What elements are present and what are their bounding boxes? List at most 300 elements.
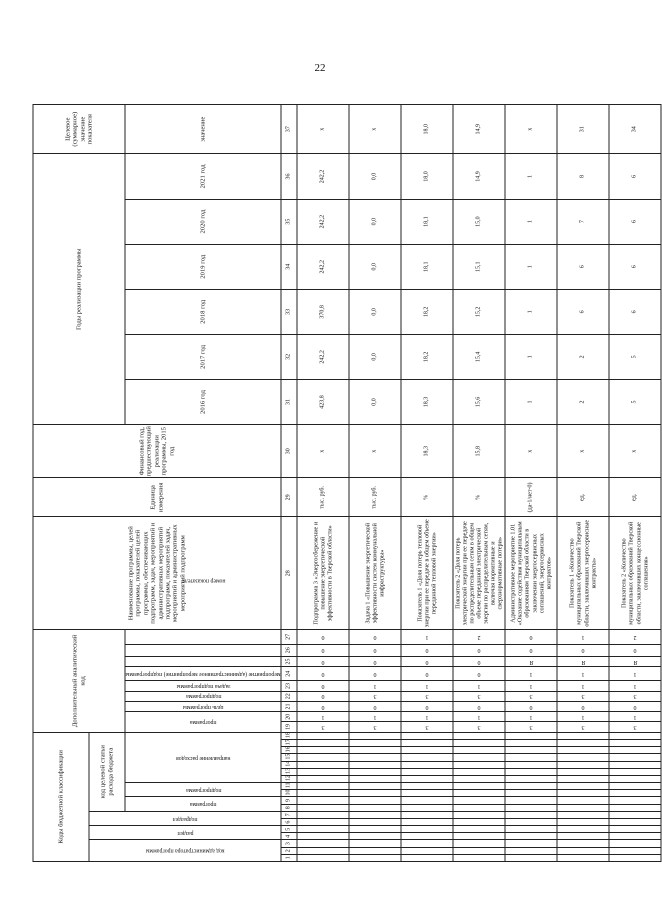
header-y2020: 2020 год xyxy=(125,199,281,244)
budget-code-cell xyxy=(453,804,505,811)
row-value-2016: 2 xyxy=(557,379,609,424)
budget-code-cell xyxy=(297,797,349,804)
analytic-code-cell: 1 xyxy=(557,681,609,691)
budget-code-cell xyxy=(505,761,557,768)
header-blank xyxy=(125,644,281,656)
row-unit: (да-1/нет-0) xyxy=(505,478,557,517)
row-value-2017: 1 xyxy=(505,334,557,379)
column-number: 18 xyxy=(281,732,297,739)
budget-code-cell xyxy=(609,804,661,811)
header-goal: цель программы xyxy=(125,701,281,711)
column-number: 22 xyxy=(281,691,297,701)
column-number: 28 xyxy=(281,517,297,630)
column-number: 16 xyxy=(281,747,297,754)
header-admin-code: код администратора программы xyxy=(89,840,281,862)
budget-code-cell xyxy=(557,783,609,790)
row-value-2016: 15,6 xyxy=(453,379,505,424)
budget-code-cell xyxy=(557,854,609,861)
header-y2017: 2017 год xyxy=(125,334,281,379)
row-target-value: x xyxy=(297,105,349,154)
header-y2016: 2016 год xyxy=(125,379,281,424)
table-row xyxy=(453,105,505,862)
budget-code-cell xyxy=(505,754,557,761)
budget-code-cell xyxy=(297,754,349,761)
column-number: 21 xyxy=(281,701,297,711)
row-value-2018: 15,2 xyxy=(453,289,505,334)
column-number: 15 xyxy=(281,754,297,761)
budget-code-cell xyxy=(453,740,505,747)
row-name: Показатель 1 «Количество муниципальных образований Тверской области, заключивших энергосервисные контракты» xyxy=(557,517,609,630)
budget-code-cell xyxy=(297,732,349,739)
column-number: 7 xyxy=(281,811,297,818)
row-value-2021: 14,9 xyxy=(453,154,505,199)
budget-code-cell xyxy=(453,732,505,739)
budget-code-cell xyxy=(453,840,505,847)
column-number: 8 xyxy=(281,804,297,811)
column-number: 32 xyxy=(281,334,297,379)
column-number: 4 xyxy=(281,833,297,840)
header-task: задача подпрограммы xyxy=(125,681,281,691)
analytic-code-cell: 3 xyxy=(401,722,453,732)
budget-code-cell xyxy=(453,854,505,861)
budget-code-cell xyxy=(349,826,401,833)
analytic-code-cell: 0 xyxy=(401,656,453,666)
header-program-ac: программа xyxy=(125,712,281,733)
row-value-2019: 1 xyxy=(505,244,557,289)
budget-code-cell xyxy=(609,840,661,847)
row-value-2017: 15,4 xyxy=(453,334,505,379)
analytic-code-cell: 3 xyxy=(453,722,505,732)
budget-code-cell xyxy=(401,783,453,790)
analytic-code-cell: 0 xyxy=(609,701,661,711)
analytic-code-cell: 0 xyxy=(297,630,349,644)
row-name: Показатель 2 «Количество муниципальных образований Тверской области, заключивших концессионные соглашения» xyxy=(609,517,661,630)
budget-code-cell xyxy=(609,747,661,754)
header-measure: мероприятие (административное мероприятие) подпрограммы xyxy=(125,667,281,681)
budget-code-cell xyxy=(453,797,505,804)
analytic-code-cell: 3 xyxy=(401,691,453,701)
row-value-2019: 15,1 xyxy=(453,244,505,289)
column-number: 2 xyxy=(281,847,297,854)
row-unit: % xyxy=(453,478,505,517)
budget-code-cell xyxy=(401,768,453,775)
table-row xyxy=(505,105,557,862)
budget-code-cell xyxy=(505,833,557,840)
row-value-2017: 242,2 xyxy=(297,334,349,379)
budget-code-cell xyxy=(453,826,505,833)
analytic-code-cell: 0 xyxy=(349,667,401,681)
analytic-code-cell: 1 xyxy=(349,712,401,722)
program-table xyxy=(33,104,662,862)
analytic-code-cell: 0 xyxy=(349,630,401,644)
analytic-code-cell: 1 xyxy=(609,667,661,681)
column-number: 26 xyxy=(281,644,297,656)
row-base-value: 18,3 xyxy=(401,425,453,478)
budget-code-cell xyxy=(453,790,505,797)
analytic-code-cell: 1 xyxy=(609,712,661,722)
row-unit: тыс. руб. xyxy=(349,478,401,517)
row-value-2020: 242,2 xyxy=(297,199,349,244)
column-number-row xyxy=(281,105,297,862)
page-number: 22 xyxy=(314,62,326,74)
budget-code-cell xyxy=(349,854,401,861)
budget-code-cell xyxy=(349,740,401,747)
analytic-code-cell: 0 xyxy=(297,691,349,701)
analytic-code-cell: Я xyxy=(609,656,661,666)
budget-code-cell xyxy=(557,768,609,775)
row-target-value: x xyxy=(349,105,401,154)
budget-code-cell xyxy=(453,811,505,818)
header-unit: Единица измерения xyxy=(33,478,281,517)
budget-code-cell xyxy=(453,768,505,775)
row-value-2018: 0,0 xyxy=(349,289,401,334)
budget-code-cell xyxy=(349,847,401,854)
column-number: 36 xyxy=(281,154,297,199)
analytic-code-cell: 1 xyxy=(349,681,401,691)
analytic-code-cell: 0 xyxy=(297,681,349,691)
row-value-2019: 242,2 xyxy=(297,244,349,289)
budget-code-cell xyxy=(609,775,661,782)
row-value-2021: 0,0 xyxy=(349,154,401,199)
budget-code-cell xyxy=(401,818,453,825)
budget-code-cell xyxy=(297,847,349,854)
budget-code-cell xyxy=(349,754,401,761)
analytic-code-cell: 3 xyxy=(505,691,557,701)
analytic-code-cell: 0 xyxy=(557,644,609,656)
budget-code-cell xyxy=(297,854,349,861)
row-value-2020: 18,1 xyxy=(401,199,453,244)
budget-code-cell xyxy=(453,754,505,761)
row-target-value: 18,0 xyxy=(401,105,453,154)
budget-code-cell xyxy=(609,783,661,790)
budget-code-cell xyxy=(505,783,557,790)
budget-code-cell xyxy=(349,761,401,768)
budget-code-cell xyxy=(505,840,557,847)
budget-code-cell xyxy=(401,747,453,754)
analytic-code-cell: Я xyxy=(557,656,609,666)
budget-code-cell xyxy=(297,768,349,775)
analytic-code-cell: 0 xyxy=(297,667,349,681)
header-blank xyxy=(125,656,281,666)
header-budget-class: Коды бюджетной классификации xyxy=(33,732,89,861)
column-number: 30 xyxy=(281,425,297,478)
row-value-2019: 6 xyxy=(557,244,609,289)
analytic-code-cell: 0 xyxy=(453,644,505,656)
row-value-2020: 7 xyxy=(557,199,609,244)
budget-code-cell xyxy=(453,833,505,840)
budget-code-cell xyxy=(297,818,349,825)
budget-code-cell xyxy=(349,783,401,790)
budget-code-cell xyxy=(505,775,557,782)
header-indicator-no: номер показателя xyxy=(125,517,281,644)
budget-code-cell xyxy=(401,790,453,797)
budget-code-cell xyxy=(609,818,661,825)
budget-code-cell xyxy=(557,797,609,804)
budget-code-cell xyxy=(297,804,349,811)
budget-code-cell xyxy=(401,761,453,768)
header-expense-code: код целевой статьи расхода бюджета xyxy=(89,732,125,811)
analytic-code-cell: 0 xyxy=(401,701,453,711)
budget-code-cell xyxy=(297,740,349,747)
analytic-code-cell: 1 xyxy=(401,712,453,722)
budget-code-cell xyxy=(609,740,661,747)
analytic-code-cell: 3 xyxy=(453,691,505,701)
header-value: значение xyxy=(125,105,281,154)
budget-code-cell xyxy=(557,732,609,739)
row-value-2019: 0,0 xyxy=(349,244,401,289)
column-number: 25 xyxy=(281,656,297,666)
budget-code-cell xyxy=(401,804,453,811)
budget-code-cell xyxy=(349,797,401,804)
analytic-code-cell: 3 xyxy=(557,722,609,732)
budget-code-cell xyxy=(401,797,453,804)
row-value-2017: 18,2 xyxy=(401,334,453,379)
budget-code-cell xyxy=(349,818,401,825)
analytic-code-cell: 3 xyxy=(349,722,401,732)
analytic-code-cell: 0 xyxy=(609,644,661,656)
row-target-value: 31 xyxy=(557,105,609,154)
header-subprogram-ac: подпрограмма xyxy=(125,691,281,701)
budget-code-cell xyxy=(505,747,557,754)
budget-code-cell xyxy=(349,775,401,782)
row-value-2016: 0,0 xyxy=(349,379,401,424)
budget-code-cell xyxy=(401,826,453,833)
budget-code-cell xyxy=(609,833,661,840)
budget-code-cell xyxy=(297,833,349,840)
row-unit: % xyxy=(401,478,453,517)
analytic-code-cell: 0 xyxy=(505,644,557,656)
row-value-2017: 5 xyxy=(609,334,661,379)
row-base-value: x xyxy=(349,425,401,478)
row-base-value: x xyxy=(297,425,349,478)
column-number: 17 xyxy=(281,740,297,747)
table-row xyxy=(557,105,609,862)
budget-code-cell xyxy=(297,790,349,797)
analytic-code-cell: 0 xyxy=(453,656,505,666)
analytic-code-cell: 3 xyxy=(557,691,609,701)
analytic-code-cell: 3 xyxy=(349,691,401,701)
analytic-code-cell: 1 xyxy=(557,630,609,644)
budget-code-cell xyxy=(297,783,349,790)
row-target-value: x xyxy=(505,105,557,154)
analytic-code-cell: 0 xyxy=(297,701,349,711)
analytic-code-cell: 1 xyxy=(505,712,557,722)
column-number: 12 xyxy=(281,775,297,782)
analytic-code-cell: 3 xyxy=(609,722,661,732)
column-number: 27 xyxy=(281,630,297,644)
analytic-code-cell: 3 xyxy=(609,691,661,701)
budget-code-cell xyxy=(349,790,401,797)
row-target-value: 34 xyxy=(609,105,661,154)
budget-code-cell xyxy=(297,775,349,782)
row-base-value: x xyxy=(609,425,661,478)
budget-code-cell xyxy=(401,811,453,818)
analytic-code-cell: 1 xyxy=(505,681,557,691)
budget-code-cell xyxy=(505,826,557,833)
column-number: 19 xyxy=(281,722,297,732)
header-program: программа xyxy=(125,797,281,811)
budget-code-cell xyxy=(349,811,401,818)
analytic-code-cell: 0 xyxy=(297,644,349,656)
budget-code-cell xyxy=(557,761,609,768)
budget-code-cell xyxy=(401,740,453,747)
column-number: 35 xyxy=(281,199,297,244)
header-name: Наименование программы, целей программы, показателей целей программы, обеспечивающих подпрограмм, задач, мероприятий и административных мероприятий подпрограмм, показателей задач, мероприятий и административных мероприятий подпрограмм xyxy=(33,517,281,630)
budget-code-cell xyxy=(349,747,401,754)
budget-code-cell xyxy=(609,826,661,833)
row-value-2017: 0,0 xyxy=(349,334,401,379)
column-number: 33 xyxy=(281,289,297,334)
budget-code-cell xyxy=(505,811,557,818)
budget-code-cell xyxy=(609,797,661,804)
budget-code-cell xyxy=(401,775,453,782)
budget-code-cell xyxy=(453,761,505,768)
row-base-value: x xyxy=(505,425,557,478)
row-value-2020: 0,0 xyxy=(349,199,401,244)
header-y2021: 2021 год xyxy=(125,154,281,199)
analytic-code-cell: 0 xyxy=(401,644,453,656)
budget-code-cell xyxy=(505,818,557,825)
analytic-code-cell: 0 xyxy=(557,701,609,711)
budget-code-cell xyxy=(609,790,661,797)
column-number: 1 xyxy=(281,854,297,861)
row-name: Административное мероприятие 1.01 «Оказание содействия муниципальным образованиям Тверской области в заключении энергосервисных соглашений, энергосервисных контрактов» xyxy=(505,517,557,630)
column-number: 24 xyxy=(281,667,297,681)
column-number: 10 xyxy=(281,790,297,797)
header-subprogram: подпрограмма xyxy=(125,783,281,797)
row-value-2018: 1 xyxy=(505,289,557,334)
budget-code-cell xyxy=(349,840,401,847)
row-value-2018: 6 xyxy=(609,289,661,334)
row-value-2020: 15,0 xyxy=(453,199,505,244)
table-row xyxy=(401,105,453,862)
row-value-2018: 370,8 xyxy=(297,289,349,334)
analytic-code-cell: 3 xyxy=(505,722,557,732)
budget-code-cell xyxy=(609,754,661,761)
row-name: Подпрограмма 3 «Энергосбережение и повышение энергетической эффективности в Тверской области» xyxy=(297,517,349,630)
budget-code-cell xyxy=(401,854,453,861)
budget-code-cell xyxy=(505,768,557,775)
column-number: 31 xyxy=(281,379,297,424)
row-base-value: x xyxy=(557,425,609,478)
header-section: раздел xyxy=(89,826,281,840)
budget-code-cell xyxy=(453,818,505,825)
analytic-code-cell: 0 xyxy=(349,644,401,656)
budget-code-cell xyxy=(609,768,661,775)
row-name: Показатель 2 «Доля потерь электрической энергии при ее передаче по распределительным сетям в общем объеме переданной электрической энергии по распределительным сетям, включая нормативные и сверхнормативные потери» xyxy=(453,517,505,630)
row-value-2021: 8 xyxy=(557,154,609,199)
row-value-2016: 423,8 xyxy=(297,379,349,424)
row-unit: ед. xyxy=(609,478,661,517)
budget-code-cell xyxy=(453,775,505,782)
row-unit: ед. xyxy=(557,478,609,517)
analytic-code-cell: 2 xyxy=(609,630,661,644)
column-number: 29 xyxy=(281,478,297,517)
budget-code-cell xyxy=(609,761,661,768)
row-value-2021: 6 xyxy=(609,154,661,199)
table-row xyxy=(609,105,661,862)
budget-code-cell xyxy=(557,811,609,818)
column-number: 11 xyxy=(281,783,297,790)
row-value-2017: 2 xyxy=(557,334,609,379)
analytic-code-cell: 3 xyxy=(297,722,349,732)
row-value-2016: 5 xyxy=(609,379,661,424)
analytic-code-cell: 0 xyxy=(297,656,349,666)
budget-code-cell xyxy=(401,847,453,854)
row-unit: тыс. руб. xyxy=(297,478,349,517)
column-number: 23 xyxy=(281,681,297,691)
budget-code-cell xyxy=(505,804,557,811)
analytic-code-cell: 0 xyxy=(505,701,557,711)
analytic-code-cell: 0 xyxy=(349,701,401,711)
header-target: Целевое (суммарное) значение показателя xyxy=(33,105,125,154)
analytic-code-cell: 1 xyxy=(557,667,609,681)
header-subsection: подраздел xyxy=(89,811,281,825)
row-value-2021: 1 xyxy=(505,154,557,199)
column-number: 20 xyxy=(281,712,297,722)
header-dir-expenses: направление расходов xyxy=(125,732,281,782)
row-value-2020: 6 xyxy=(609,199,661,244)
analytic-code-cell: Я xyxy=(505,656,557,666)
column-number: 37 xyxy=(281,105,297,154)
analytic-code-cell: 1 xyxy=(453,681,505,691)
analytic-code-cell: 2 xyxy=(453,630,505,644)
row-name: Задача 1 «Повышение энергетической эффективности систем коммунальной инфраструктуры» xyxy=(349,517,401,630)
budget-code-cell xyxy=(453,783,505,790)
budget-code-cell xyxy=(453,747,505,754)
analytic-code-cell: 1 xyxy=(297,712,349,722)
row-value-2019: 6 xyxy=(609,244,661,289)
column-number: 9 xyxy=(281,797,297,804)
analytic-code-cell: 1 xyxy=(557,712,609,722)
row-value-2021: 242,2 xyxy=(297,154,349,199)
budget-code-cell xyxy=(401,833,453,840)
row-target-value: 14,9 xyxy=(453,105,505,154)
budget-code-cell xyxy=(349,833,401,840)
budget-code-cell xyxy=(609,732,661,739)
rotated-table-wrapper xyxy=(33,104,650,862)
budget-code-cell xyxy=(609,854,661,861)
budget-code-cell xyxy=(557,775,609,782)
budget-code-cell xyxy=(505,854,557,861)
row-base-value: 15,8 xyxy=(453,425,505,478)
budget-code-cell xyxy=(557,833,609,840)
budget-code-cell xyxy=(349,732,401,739)
header-y2018: 2018 год xyxy=(125,289,281,334)
header-analytic: Дополнительный аналитический код xyxy=(33,630,125,733)
budget-code-cell xyxy=(557,790,609,797)
analytic-code-cell: 0 xyxy=(505,630,557,644)
budget-code-cell xyxy=(401,754,453,761)
budget-code-cell xyxy=(401,840,453,847)
header-fin-year: Финансовый год, предшествующий реализации программы, 2015 год xyxy=(33,425,281,478)
budget-code-cell xyxy=(349,768,401,775)
analytic-code-cell: 0 xyxy=(401,667,453,681)
analytic-code-cell: 1 xyxy=(401,681,453,691)
row-value-2018: 6 xyxy=(557,289,609,334)
budget-code-cell xyxy=(609,847,661,854)
analytic-code-cell: 0 xyxy=(349,656,401,666)
analytic-code-cell: 0 xyxy=(453,701,505,711)
budget-code-cell xyxy=(401,732,453,739)
table-row xyxy=(297,105,349,862)
analytic-code-cell: 0 xyxy=(453,667,505,681)
budget-code-cell xyxy=(349,804,401,811)
header-y2019: 2019 год xyxy=(125,244,281,289)
table-row xyxy=(349,105,401,862)
row-value-2019: 18,1 xyxy=(401,244,453,289)
budget-code-cell xyxy=(505,797,557,804)
